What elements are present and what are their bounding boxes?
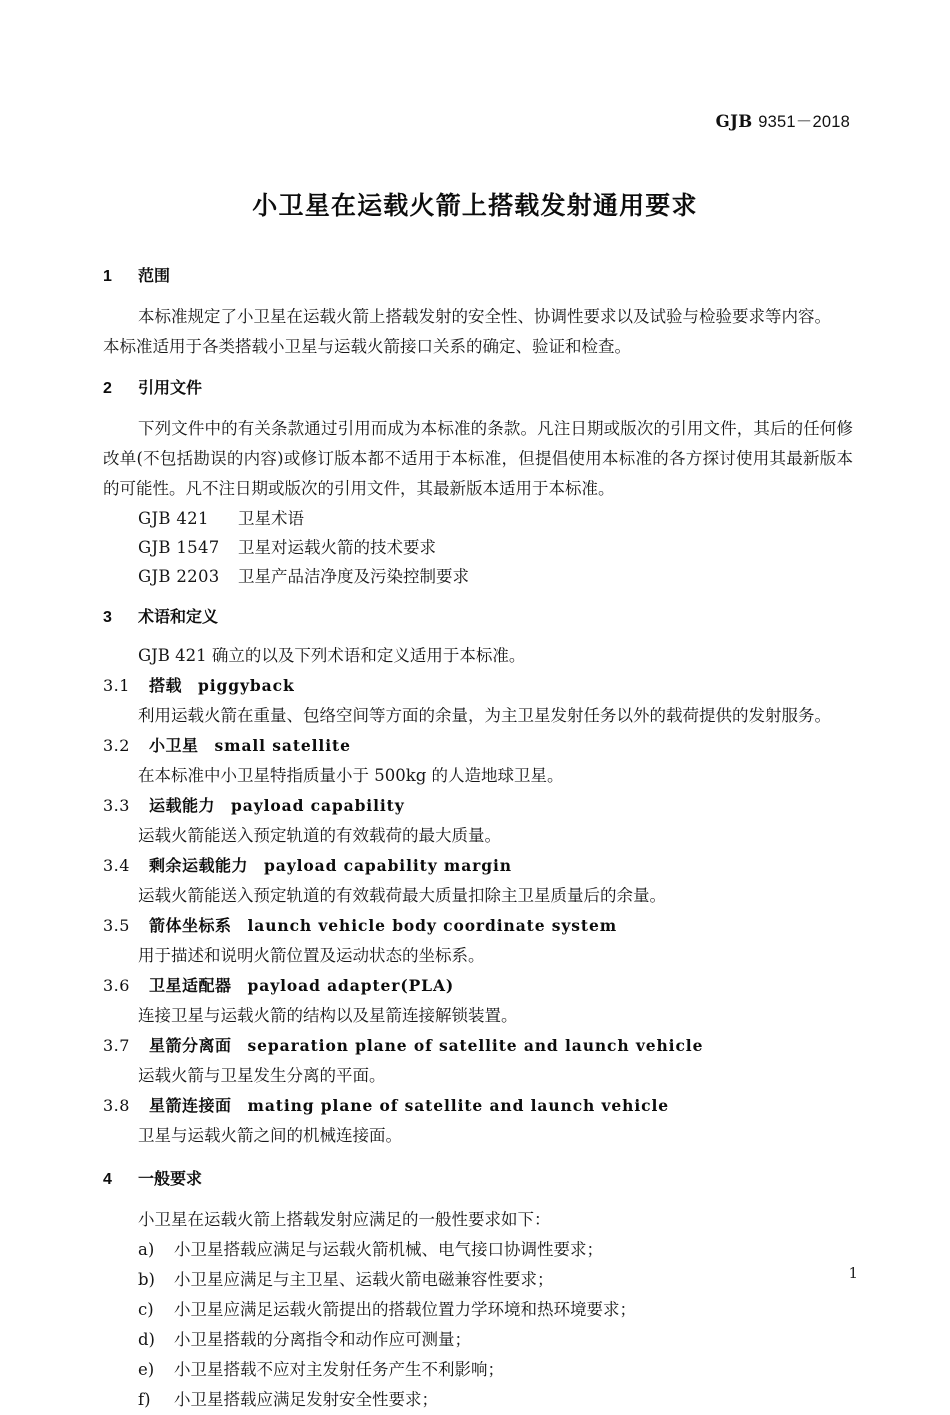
term-definition-3-1: 利用运载火箭在重量、包络空间等方面的余量，为主卫星发射任务以外的载荷提供的发射服务。	[138, 706, 831, 725]
term-number: 3.3	[103, 796, 130, 815]
list-item-text: 小卫星搭载不应对主发射任务产生不利影响；	[174, 1360, 504, 1379]
reference-item	[138, 504, 853, 533]
reference-item	[138, 562, 853, 591]
term-label-cn: 运载能力	[149, 798, 216, 815]
section-4-paragraph-1: 小卫星在运载火箭上搭载发射应满足的一般性要求如下：	[138, 1210, 551, 1229]
standard-number: 9351－2018	[758, 113, 850, 131]
section-number-1: 1	[103, 268, 112, 285]
term-definition-3-6: 连接卫星与运载火箭的结构以及星箭连接解锁装置。	[138, 1006, 518, 1025]
section-2-paragraph-1: 下列文件中的有关条款通过引用而成为本标准的条款。凡注日期或版次的引用文件，其后的任何修改单(不包括勘误的内容)或修订版本都不适用于本标准，但提倡使用本标准的各方探讨使用其最新版本的可能性。凡不注日期或版次的引用文件，其最新版本适用于本标准。	[103, 419, 853, 498]
list-item	[138, 1325, 853, 1355]
term-label-en: mating plane of satellite and launch vehicle	[247, 1096, 670, 1115]
term-number: 3.5	[103, 916, 130, 935]
list-item-text: 小卫星搭载的分离指令和动作应可测量；	[174, 1330, 471, 1349]
reference-code: GJB 1547	[138, 538, 220, 557]
list-item	[138, 1265, 853, 1295]
term-label-cn: 星箭连接面	[149, 1098, 232, 1115]
term-label-en: small satellite	[214, 736, 351, 755]
term-number: 3.4	[103, 856, 130, 875]
reference-title: 卫星术语	[238, 509, 304, 528]
reference-item	[138, 533, 853, 562]
list-item-text: 小卫星搭载应满足发射安全性要求；	[174, 1390, 438, 1409]
reference-code: GJB 2203	[138, 567, 220, 586]
term-label-cn: 卫星适配器	[149, 978, 232, 995]
term-label-en: payload capability	[231, 796, 405, 815]
term-label-cn: 星箭分离面	[149, 1038, 232, 1055]
term-heading-3-4	[103, 851, 853, 881]
term-number: 3.6	[103, 976, 130, 995]
term-heading-3-6	[103, 971, 853, 1001]
list-item	[138, 1385, 853, 1415]
running-header	[0, 108, 950, 132]
reference-title: 卫星对运载火箭的技术要求	[238, 538, 436, 557]
term-label-en: launch vehicle body coordinate system	[247, 916, 618, 935]
section-1-paragraph-1: 本标准规定了小卫星在运载火箭上搭载发射的安全性、协调性要求以及试验与检验要求等内容。	[138, 307, 831, 326]
list-marker: a)	[138, 1240, 155, 1259]
section-number-4: 4	[103, 1171, 112, 1188]
term-number: 3.8	[103, 1096, 130, 1115]
section-number-2: 2	[103, 380, 112, 397]
section-heading-4	[103, 1165, 853, 1195]
list-marker: b)	[138, 1270, 155, 1289]
list-item-text: 小卫星应满足与主卫星、运载火箭电磁兼容性要求；	[174, 1270, 554, 1289]
reference-code: GJB 421	[138, 509, 209, 528]
term-definition-3-4: 运载火箭能送入预定轨道的有效载荷最大质量扣除主卫星质量后的余量。	[138, 886, 666, 905]
term-label-cn: 剩余运载能力	[149, 858, 249, 875]
page-number: 1	[848, 1264, 858, 1282]
term-definition-3-8: 卫星与运载火箭之间的机械连接面。	[138, 1126, 402, 1145]
term-label-en: piggyback	[198, 676, 295, 695]
term-definition-3-5: 用于描述和说明火箭位置及运动状态的坐标系。	[138, 946, 485, 965]
section-heading-3	[103, 603, 853, 633]
term-number: 3.7	[103, 1036, 130, 1055]
term-number: 3.2	[103, 736, 130, 755]
list-item	[138, 1295, 853, 1325]
term-label-en: separation plane of satellite and launch vehicle	[247, 1036, 704, 1055]
section-heading-2	[103, 374, 853, 404]
section-title-4: 一般要求	[138, 1171, 203, 1188]
section-title-2: 引用文件	[138, 380, 203, 397]
list-marker: e)	[138, 1360, 155, 1379]
standard-prefix: GJB	[715, 112, 753, 131]
term-heading-3-8	[103, 1091, 853, 1121]
term-heading-3-5	[103, 911, 853, 941]
section-3-paragraph-1: GJB 421 确立的以及下列术语和定义适用于本标准。	[138, 646, 526, 665]
list-item-text: 小卫星搭载应满足与运载火箭机械、电气接口协调性要求；	[174, 1240, 603, 1259]
list-item	[138, 1355, 853, 1385]
term-label-cn: 箭体坐标系	[149, 918, 232, 935]
term-definition-3-7: 运载火箭与卫星发生分离的平面。	[138, 1066, 386, 1085]
list-item	[138, 1235, 853, 1265]
section-title-3: 术语和定义	[138, 609, 219, 626]
term-heading-3-2	[103, 731, 853, 761]
term-label-cn: 搭载	[149, 678, 183, 695]
term-label-en: payload capability margin	[264, 856, 512, 875]
term-definition-3-3: 运载火箭能送入预定轨道的有效载荷的最大质量。	[138, 826, 501, 845]
term-definition-3-2: 在本标准中小卫星特指质量小于 500kg 的人造地球卫星。	[138, 766, 564, 785]
list-item-text: 小卫星应满足运载火箭提出的搭载位置力学环境和热环境要求；	[174, 1300, 636, 1319]
term-heading-3-7	[103, 1031, 853, 1061]
list-marker: f)	[138, 1390, 151, 1409]
section-heading-1	[103, 262, 853, 292]
list-marker: d)	[138, 1330, 155, 1349]
reference-title: 卫星产品洁净度及污染控制要求	[238, 567, 469, 586]
section-number-3: 3	[103, 609, 112, 626]
term-heading-3-3	[103, 791, 853, 821]
list-marker: c)	[138, 1300, 154, 1319]
page-title: 小卫星在运载火箭上搭载发射通用要求	[252, 192, 698, 220]
section-title-1: 范围	[138, 268, 171, 285]
term-label-en: payload adapter(PLA)	[247, 976, 455, 995]
term-label-cn: 小卫星	[149, 738, 199, 755]
term-heading-3-1	[103, 671, 853, 701]
section-1-paragraph-2: 本标准适用于各类搭载小卫星与运载火箭接口关系的确定、验证和检查。	[103, 337, 631, 356]
document-body	[103, 262, 853, 1415]
term-number: 3.1	[103, 676, 130, 695]
